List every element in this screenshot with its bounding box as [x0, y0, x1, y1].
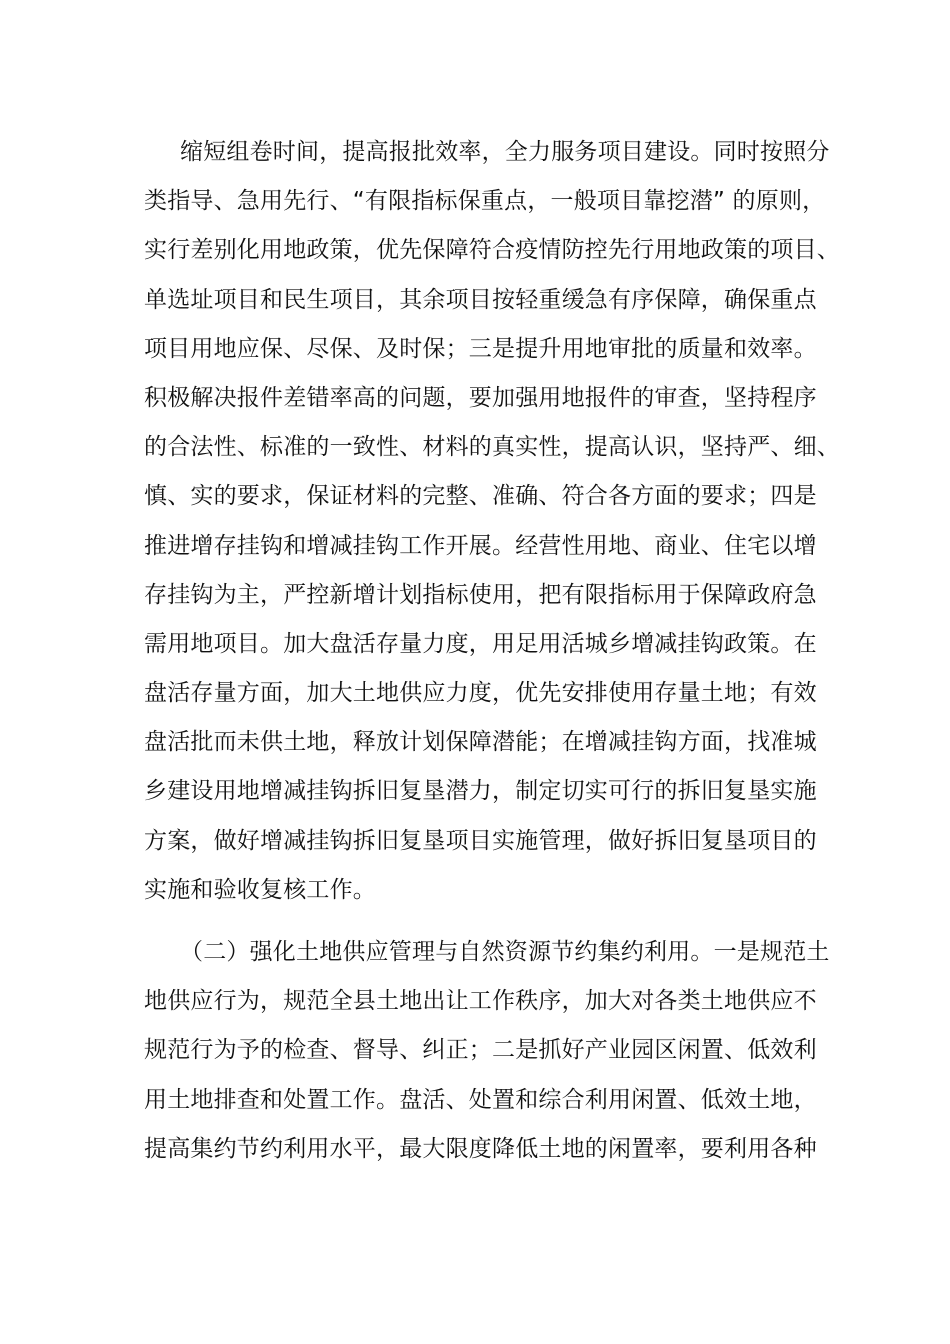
text-line: 盘活批而未供土地，释放计划保障潜能；在增减挂钩方面，找准城 — [144, 729, 817, 756]
text-line: 用土地排查和处置工作。盘活、处置和综合利用闲置、低效土地， — [144, 1086, 817, 1113]
text-line: 的合法性、标准的一致性、材料的真实性，提高认识，坚持严、细、 — [144, 434, 840, 461]
text-line: 提高集约节约利用水平，最大限度降低土地的闲置率，要利用各种 — [144, 1135, 817, 1162]
text-line: 需用地项目。加大盘活存量力度，用足用活城乡增减挂钩政策。在 — [144, 630, 817, 657]
text-line: 类指导、急用先行、“有限指标保重点，一般项目靠挖潜” 的原则， — [144, 188, 826, 215]
text-line: 项目用地应保、尽保、及时保；三是提升用地审批的质量和效率。 — [144, 335, 817, 362]
text-line: 积极解决报件差错率高的问题，要加强用地报件的审查，坚持程序 — [144, 384, 817, 411]
text-line: 推进增存挂钩和增减挂钩工作开展。经营性用地、商业、住宅以增 — [144, 532, 817, 559]
text-line: 慎、实的要求，保证材料的完整、准确、符合各方面的要求；四是 — [144, 483, 817, 510]
text-line: 方案，做好增减挂钩拆旧复垦项目实施管理，做好拆旧复垦项目的 — [144, 827, 817, 854]
text-line: 实行差别化用地政策，优先保障符合疫情防控先行用地政策的项目、 — [144, 237, 840, 264]
text-line: 盘活存量方面，加大土地供应力度，优先安排使用存量土地；有效 — [144, 680, 817, 707]
text-line: 缩短组卷时间，提高报批效率，全力服务项目建设。同时按照分 — [180, 139, 830, 165]
text-line: 乡建设用地增减挂钩拆旧复垦潜力，制定切实可行的拆旧复垦实施 — [144, 778, 817, 805]
paragraph-continuation — [144, 128, 840, 915]
section-paragraph-2 — [144, 928, 830, 1174]
text-line: 存挂钩为主，严控新增计划指标使用，把有限指标用于保障政府急 — [144, 581, 817, 608]
text-line: 地供应行为，规范全县土地出让工作秩序，加大对各类土地供应不 — [144, 988, 817, 1015]
text-line: 实施和验收复核工作。 — [144, 876, 376, 903]
text-line: （二）强化土地供应管理与自然资源节约集约利用。一是规范土 — [180, 939, 830, 965]
text-line: 单选址项目和民生项目，其余项目按轻重缓急有序保障，确保重点 — [144, 286, 817, 313]
text-line: 规范行为予的检查、督导、纠正；二是抓好产业园区闲置、低效利 — [144, 1037, 817, 1064]
